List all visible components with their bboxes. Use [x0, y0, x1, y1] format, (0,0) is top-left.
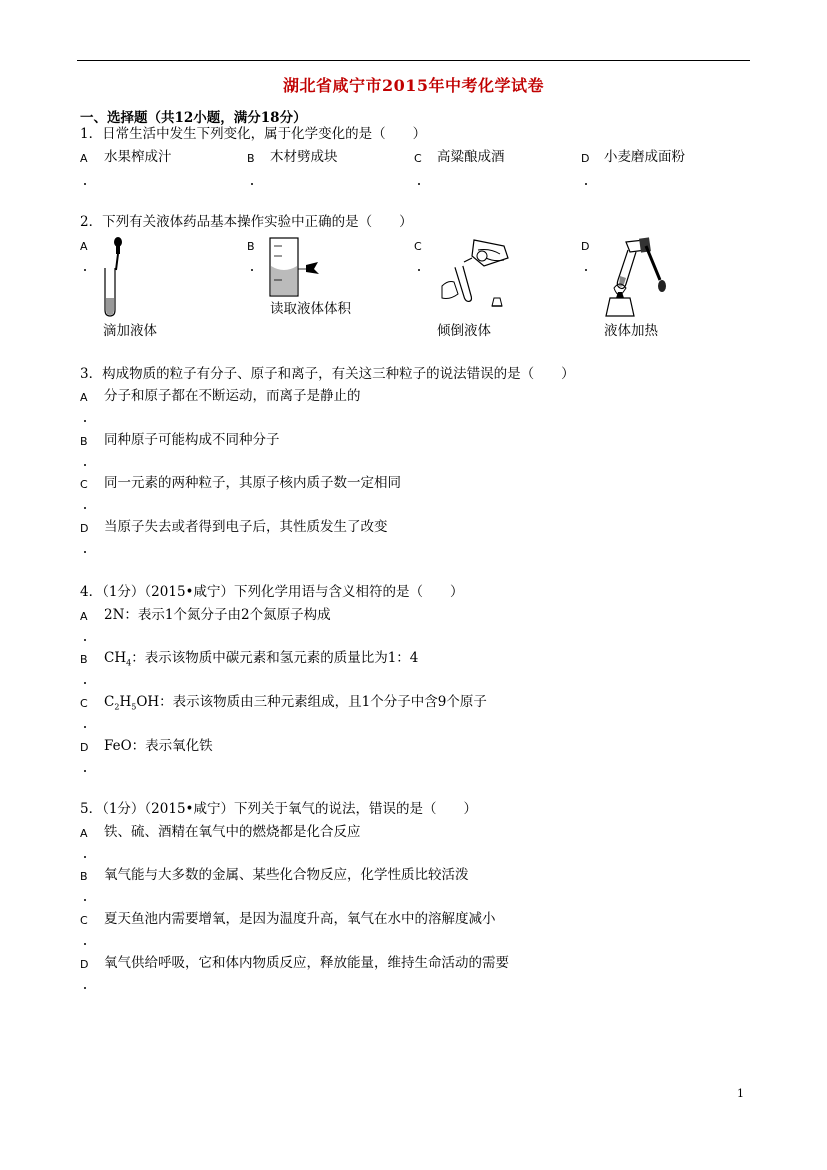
option-dot	[251, 269, 253, 271]
option-dot	[84, 726, 86, 728]
q2-option-b-caption: 读取液体体积	[270, 301, 351, 317]
q2-option-c-caption: 倾倒液体	[437, 323, 491, 339]
q3-option-a-label: A	[80, 391, 88, 404]
q5-option-b-text: 氧气能与大多数的金属、某些化合物反应，化学性质比较活泼	[104, 867, 469, 883]
option-dot	[418, 183, 420, 185]
q4-option-b-label: B	[80, 653, 88, 666]
q5-option-d-label: D	[80, 958, 89, 971]
q1-option-b-label: B	[247, 152, 255, 165]
q1-option-c-text: 高粱酿成酒	[437, 149, 505, 165]
dropper-test-tube-figure	[98, 236, 128, 318]
option-dot	[84, 639, 86, 641]
q5-option-b-label: B	[80, 870, 88, 883]
option-dot	[84, 507, 86, 509]
q2-option-a-caption: 滴加液体	[103, 323, 157, 339]
q5-option-c-text: 夏天鱼池内需要增氧，是因为温度升高，氧气在水中的溶解度减小	[104, 911, 496, 927]
section-heading: 一、选择题（共12小题，满分18分）	[80, 110, 307, 126]
q3-option-b-text: 同种原子可能构成不同种分子	[104, 432, 280, 448]
q3-option-a-text: 分子和原子都在不断运动，而离子是静止的	[104, 388, 361, 404]
q1-option-b-text: 木材劈成块	[270, 149, 338, 165]
page-number: 1	[737, 1087, 744, 1100]
q2-option-c-label: C	[414, 240, 422, 253]
q5-option-a-label: A	[80, 827, 88, 840]
q3-option-c-text: 同一元素的两种粒子，其原子核内质子数一定相同	[104, 475, 401, 491]
q2-option-d-label: D	[581, 240, 590, 253]
option-dot	[84, 551, 86, 553]
q3-option-d-label: D	[80, 522, 89, 535]
pouring-liquid-figure	[434, 236, 516, 316]
q4-option-c-label: C	[80, 697, 88, 710]
q5-option-d-text: 氧气供给呼吸，它和体内物质反应，释放能量，维持生命活动的需要	[104, 955, 509, 971]
q3-option-d-text: 当原子失去或者得到电子后，其性质发生了改变	[104, 519, 388, 535]
q4-stem: 4．（1分）（2015•咸宁）下列化学用语与含义相符的是（ ）	[80, 584, 464, 600]
q3-option-c-label: C	[80, 478, 88, 491]
graduated-cylinder-figure	[266, 236, 324, 298]
option-dot	[84, 682, 86, 684]
q1-option-d-label: D	[581, 152, 590, 165]
option-dot	[84, 899, 86, 901]
q3-option-b-label: B	[80, 435, 88, 448]
option-dot	[84, 464, 86, 466]
option-dot	[84, 770, 86, 772]
q5-option-c-label: C	[80, 914, 88, 927]
option-dot	[585, 269, 587, 271]
q4-option-c-text: $C_2H_5OH$：表示该物质由三种元素组成，且1个分子中含9个原子	[104, 694, 487, 712]
option-dot	[84, 269, 86, 271]
heating-liquid-figure	[600, 236, 672, 320]
q1-option-a-label: A	[80, 152, 88, 165]
q4-option-a-text: 2N：表示1个氮分子由2个氮原子构成	[104, 607, 331, 623]
option-dot	[84, 420, 86, 422]
option-dot	[84, 987, 86, 989]
header-rule	[77, 60, 750, 61]
option-dot	[585, 183, 587, 185]
option-dot	[84, 183, 86, 185]
q4-option-d-text: FeO：表示氧化铁	[104, 738, 213, 754]
option-dot	[84, 943, 86, 945]
option-dot	[251, 183, 253, 185]
q1-stem: 1．日常生活中发生下列变化，属于化学变化的是（ ）	[80, 126, 427, 142]
q4-option-a-label: A	[80, 610, 88, 623]
q2-option-a-label: A	[80, 240, 88, 253]
option-dot	[418, 269, 420, 271]
page-title: 湖北省咸宁市2015年中考化学试卷	[282, 76, 545, 95]
q1-option-c-label: C	[414, 152, 422, 165]
q2-stem: 2．下列有关液体药品基本操作实验中正确的是（ ）	[80, 214, 413, 230]
q2-option-b-label: B	[247, 240, 255, 253]
q5-stem: 5．（1分）（2015•咸宁）下列关于氧气的说法，错误的是（ ）	[80, 801, 477, 817]
q5-option-a-text: 铁、硫、酒精在氧气中的燃烧都是化合反应	[104, 824, 361, 840]
q4-option-b-text: $CH_4$：表示该物质中碳元素和氢元素的质量比为1：4	[104, 650, 419, 668]
q1-option-d-text: 小麦磨成面粉	[604, 149, 685, 165]
option-dot	[84, 856, 86, 858]
q3-stem: 3．构成物质的粒子有分子、原子和离子，有关这三种粒子的说法错误的是（ ）	[80, 366, 575, 382]
q1-option-a-text: 水果榨成汁	[104, 149, 172, 165]
q2-option-d-caption: 液体加热	[604, 323, 658, 339]
q4-option-d-label: D	[80, 741, 89, 754]
